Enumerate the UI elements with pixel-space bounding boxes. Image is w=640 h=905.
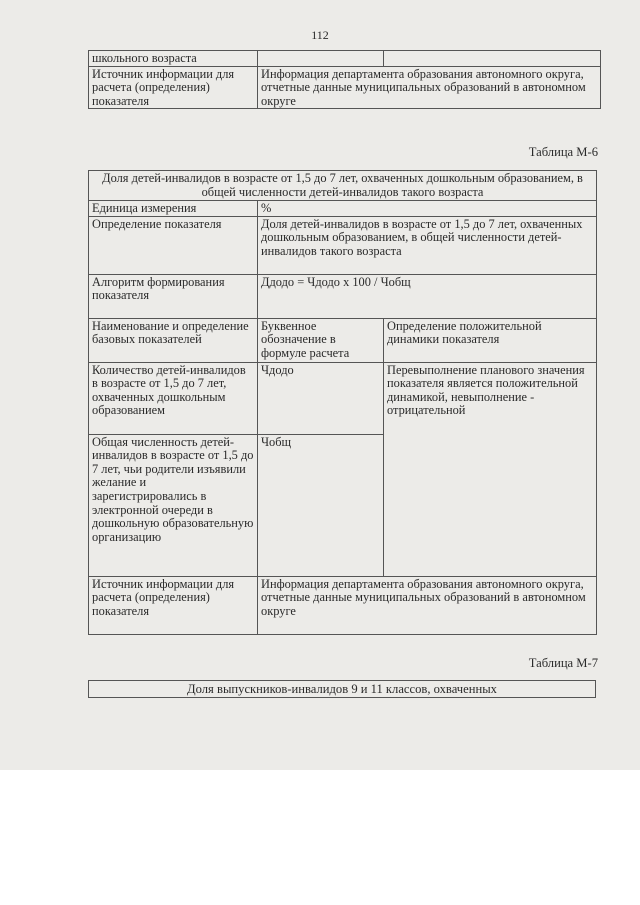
table-m7-title: Доля выпускников-инвалидов 9 и 11 классов, охваченных bbox=[88, 680, 596, 698]
table-cell bbox=[384, 51, 601, 67]
source-label: Источник информации для расчета (определения) показателя bbox=[89, 66, 258, 109]
page-number: 112 bbox=[311, 28, 329, 42]
table-m6 bbox=[88, 170, 597, 635]
base-indicator-symbol: Чобщ bbox=[258, 434, 384, 576]
definition-label: Определение показателя bbox=[89, 216, 258, 274]
table-continuation bbox=[88, 50, 601, 109]
header-dynamics: Определение положительной динамики показателя bbox=[384, 318, 597, 362]
table-row bbox=[89, 216, 597, 274]
table-cell bbox=[258, 51, 384, 67]
table-row bbox=[89, 171, 597, 201]
source-value: Информация департамента образования автономного округа, отчетные данные муниципальных образований в автономном округе bbox=[258, 66, 601, 109]
base-indicator-name: Общая численность детей-инвалидов в возрасте от 1,5 до 7 лет, чьи родители изъявили желание и зарегистрировались в электронной очереди в дошкольную образовательную организацию bbox=[89, 434, 258, 576]
header-symbol: Буквенное обозначение в формуле расчета bbox=[258, 318, 384, 362]
base-indicator-symbol: Чдодо bbox=[258, 362, 384, 434]
base-indicator-name: Количество детей-инвалидов в возрасте от 1,5 до 7 лет, охваченных дошкольным образованием bbox=[89, 362, 258, 434]
unit-label: Единица измерения bbox=[89, 201, 258, 217]
table-caption-m7: Таблица М-7 bbox=[528, 656, 598, 670]
unit-value: % bbox=[258, 201, 597, 217]
source-label: Источник информации для расчета (определения) показателя bbox=[89, 576, 258, 634]
table-caption-m6: Таблица М-6 bbox=[528, 145, 598, 159]
table-row bbox=[89, 318, 597, 362]
source-value: Информация департамента образования автономного округа, отчетные данные муниципальных образований в автономном округе bbox=[258, 576, 597, 634]
definition-value: Доля детей-инвалидов в возрасте от 1,5 до 7 лет, охваченных дошкольным образованием, в общей численности детей-инвалидов такого возраста bbox=[258, 216, 597, 274]
table-row bbox=[89, 362, 597, 434]
table-row bbox=[89, 576, 597, 634]
table-title: Доля детей-инвалидов в возрасте от 1,5 до 7 лет, охваченных дошкольным образованием, в общей численности детей-инвалидов такого возраста bbox=[89, 171, 597, 201]
algorithm-label: Алгоритм формирования показателя bbox=[89, 274, 258, 318]
table-row bbox=[89, 51, 601, 67]
header-base-indicators: Наименование и определение базовых показателей bbox=[89, 318, 258, 362]
algorithm-formula: Ддодо = Чдодо x 100 / Чобщ bbox=[258, 274, 597, 318]
table-row bbox=[89, 274, 597, 318]
dynamics-definition: Перевыполнение планового значения показателя является положительной динамикой, невыполнение - отрицательной bbox=[384, 362, 597, 576]
table-row bbox=[89, 201, 597, 217]
table-cell: школьного возраста bbox=[89, 51, 258, 67]
table-row bbox=[89, 66, 601, 109]
